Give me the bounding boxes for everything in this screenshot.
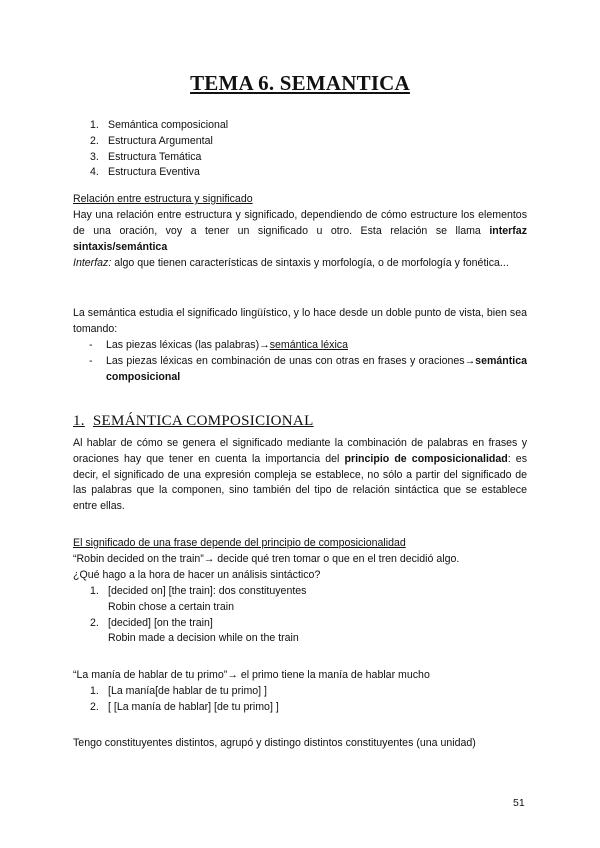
list-item: - Las piezas léxicas (las palabras)→semántica léxica <box>89 339 348 351</box>
list-item: 1. [La manía[de hablar de tu primo] ] <box>90 685 267 697</box>
ejemplo2-list <box>90 684 279 716</box>
interfaz-definition: Interfaz: algo que tienen características de sintaxis y morfología, o de morfología y fonética... <box>73 257 509 269</box>
ejemplo1-heading: El significado de una frase depende del principio de composicionalidad <box>73 537 406 549</box>
list-item: 2. Estructura Argumental <box>90 134 213 147</box>
ejemplo1-line: “Robin decided on the train”→ decide qué tren tomar o que en el tren decidió algo. <box>73 553 460 565</box>
page-number: 51 <box>513 797 525 809</box>
semantica-intro: La semántica estudia el significado lingüístico, y lo hace desde un doble punto de vista, bien sea tomando: <box>73 307 527 335</box>
ejemplo1-list <box>90 584 306 647</box>
section-heading: 1. SEMÁNTICA COMPOSICIONAL <box>73 413 314 429</box>
closing-text: Tengo constituyentes distintos, agrupó y distingo distintos constituyentes (una unidad) <box>73 737 476 749</box>
list-item: 1. Semántica composicional <box>90 119 229 131</box>
list-item: 4. Estructura Eventiva <box>90 166 200 179</box>
ejemplo2-line: “La manía de hablar de tu primo”→ el primo tiene la manía de hablar mucho <box>73 669 430 681</box>
relacion-heading: Relación entre estructura y significado <box>73 193 253 205</box>
page-title: TEMA 6. SEMANTICA <box>190 71 410 95</box>
list-item: 1. [decided on] [the train]: dos constituyentes Robin chose a certain train <box>90 585 307 613</box>
list-item: 2. [ [La manía de hablar] [de tu primo] ] <box>90 700 279 713</box>
list-item: 3. Estructura Temática <box>90 150 202 163</box>
list-item: - Las piezas léxicas en combinación de unas con otras en frases y oraciones→semántica composicional <box>89 354 527 383</box>
list-item: 2. [decided] [on the train] Robin made a decision while on the train <box>90 616 299 645</box>
ejemplo1-question: ¿Qué hago a la hora de hacer un análisis sintáctico? <box>73 569 321 581</box>
toc-list <box>90 118 228 181</box>
relacion-paragraph: Hay una relación entre estructura y significado, dependiendo de cómo estructure los elementos de una oración, voy a tener un significado u otro. Esta relación se llama interfaz sintaxis/semántica <box>73 209 527 253</box>
semantica-list <box>89 338 527 385</box>
section1-paragraph: Al hablar de cómo se genera el significado mediante la combinación de palabras en frases y oraciones hay que tener en cuenta la importancia del principio de composicionalidad: es decir, el significado de una expresión compleja se establece, no sólo a partir del significado de las palabras que la componen, sino también del tipo de relación sintáctica que se establece entre ellas. <box>73 437 527 513</box>
